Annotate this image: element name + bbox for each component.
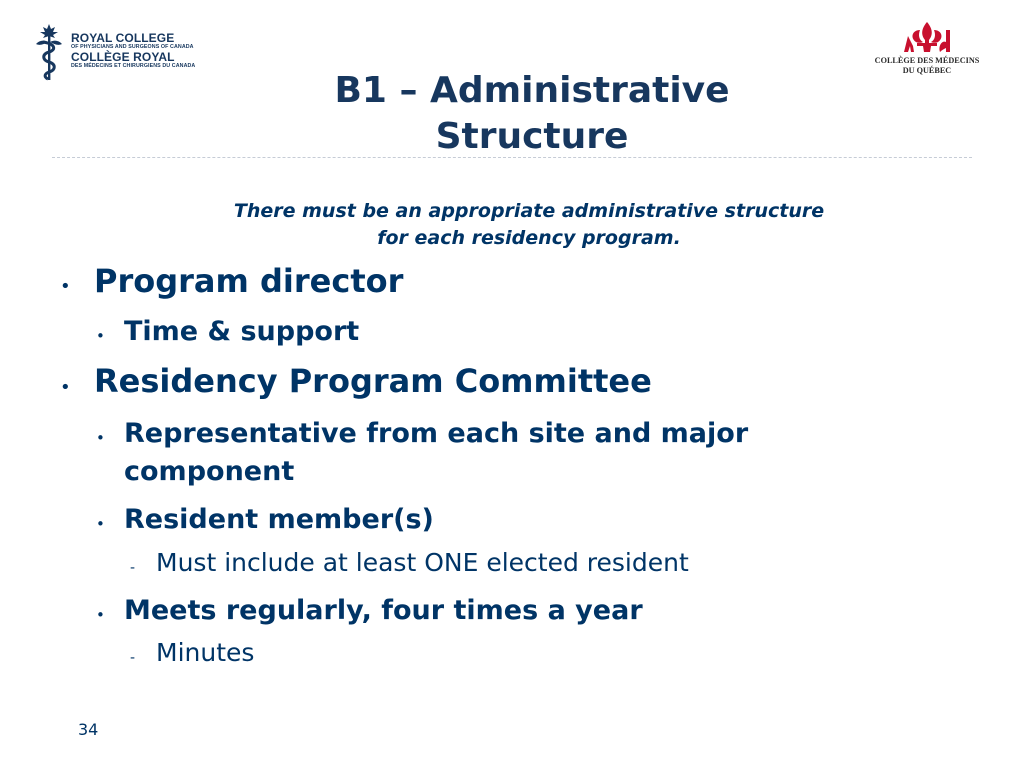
cmq-logo [868, 22, 986, 82]
page-number: 34 [78, 720, 99, 739]
fleur-de-lis-icon [868, 22, 986, 56]
royal-college-crest-icon [34, 22, 64, 82]
cmq-name-line2: DU QUÉBEC [902, 66, 952, 75]
bullet-time-support: Time & support [124, 316, 360, 347]
bullet-marker-icon: • [96, 606, 105, 624]
royal-college-subname: OF PHYSICIANS AND SURGEONS OF CANADA [71, 44, 194, 50]
dash-marker-icon: - [130, 560, 136, 576]
bullet-meets-regularly: Meets regularly, four times a year [124, 595, 643, 626]
bullet-marker-icon: • [96, 515, 105, 533]
bullet-must-include: Must include at least ONE elected resident [156, 548, 689, 577]
bullet-marker-icon: • [96, 429, 105, 447]
subtitle-line1: There must be an appropriate administrative structure [233, 200, 825, 222]
slide-title-line1: B1 – Administrative [334, 70, 730, 111]
royal-college-name: ROYAL COLLEGE [71, 31, 175, 45]
slide-title-line2: Structure [435, 116, 629, 157]
bullet-marker-icon: • [96, 327, 105, 345]
title-divider [52, 157, 972, 158]
bullet-representative: Representative from each site and major component [124, 418, 749, 487]
college-royal-subname: DES MÉDECINS ET CHIRURGIENS DU CANADA [71, 63, 196, 69]
cmq-name-line1: COLLÈGE DES MÉDECINS [874, 56, 980, 65]
subtitle-line2: for each residency program. [377, 227, 681, 249]
dash-marker-icon: - [130, 650, 136, 666]
bullet-resident-member: Resident member(s) [124, 504, 434, 535]
bullet-rpc: Residency Program Committee [94, 362, 652, 400]
bullet-minutes: Minutes [156, 638, 255, 667]
bullet-program-director: Program director [94, 262, 404, 300]
bullet-marker-icon: • [60, 377, 71, 398]
slide-title [270, 68, 794, 160]
bullet-marker-icon: • [60, 276, 71, 297]
college-royal-name: COLLÈGE ROYAL [71, 50, 175, 64]
slide-subtitle [160, 198, 898, 252]
royal-college-logo [34, 22, 194, 82]
